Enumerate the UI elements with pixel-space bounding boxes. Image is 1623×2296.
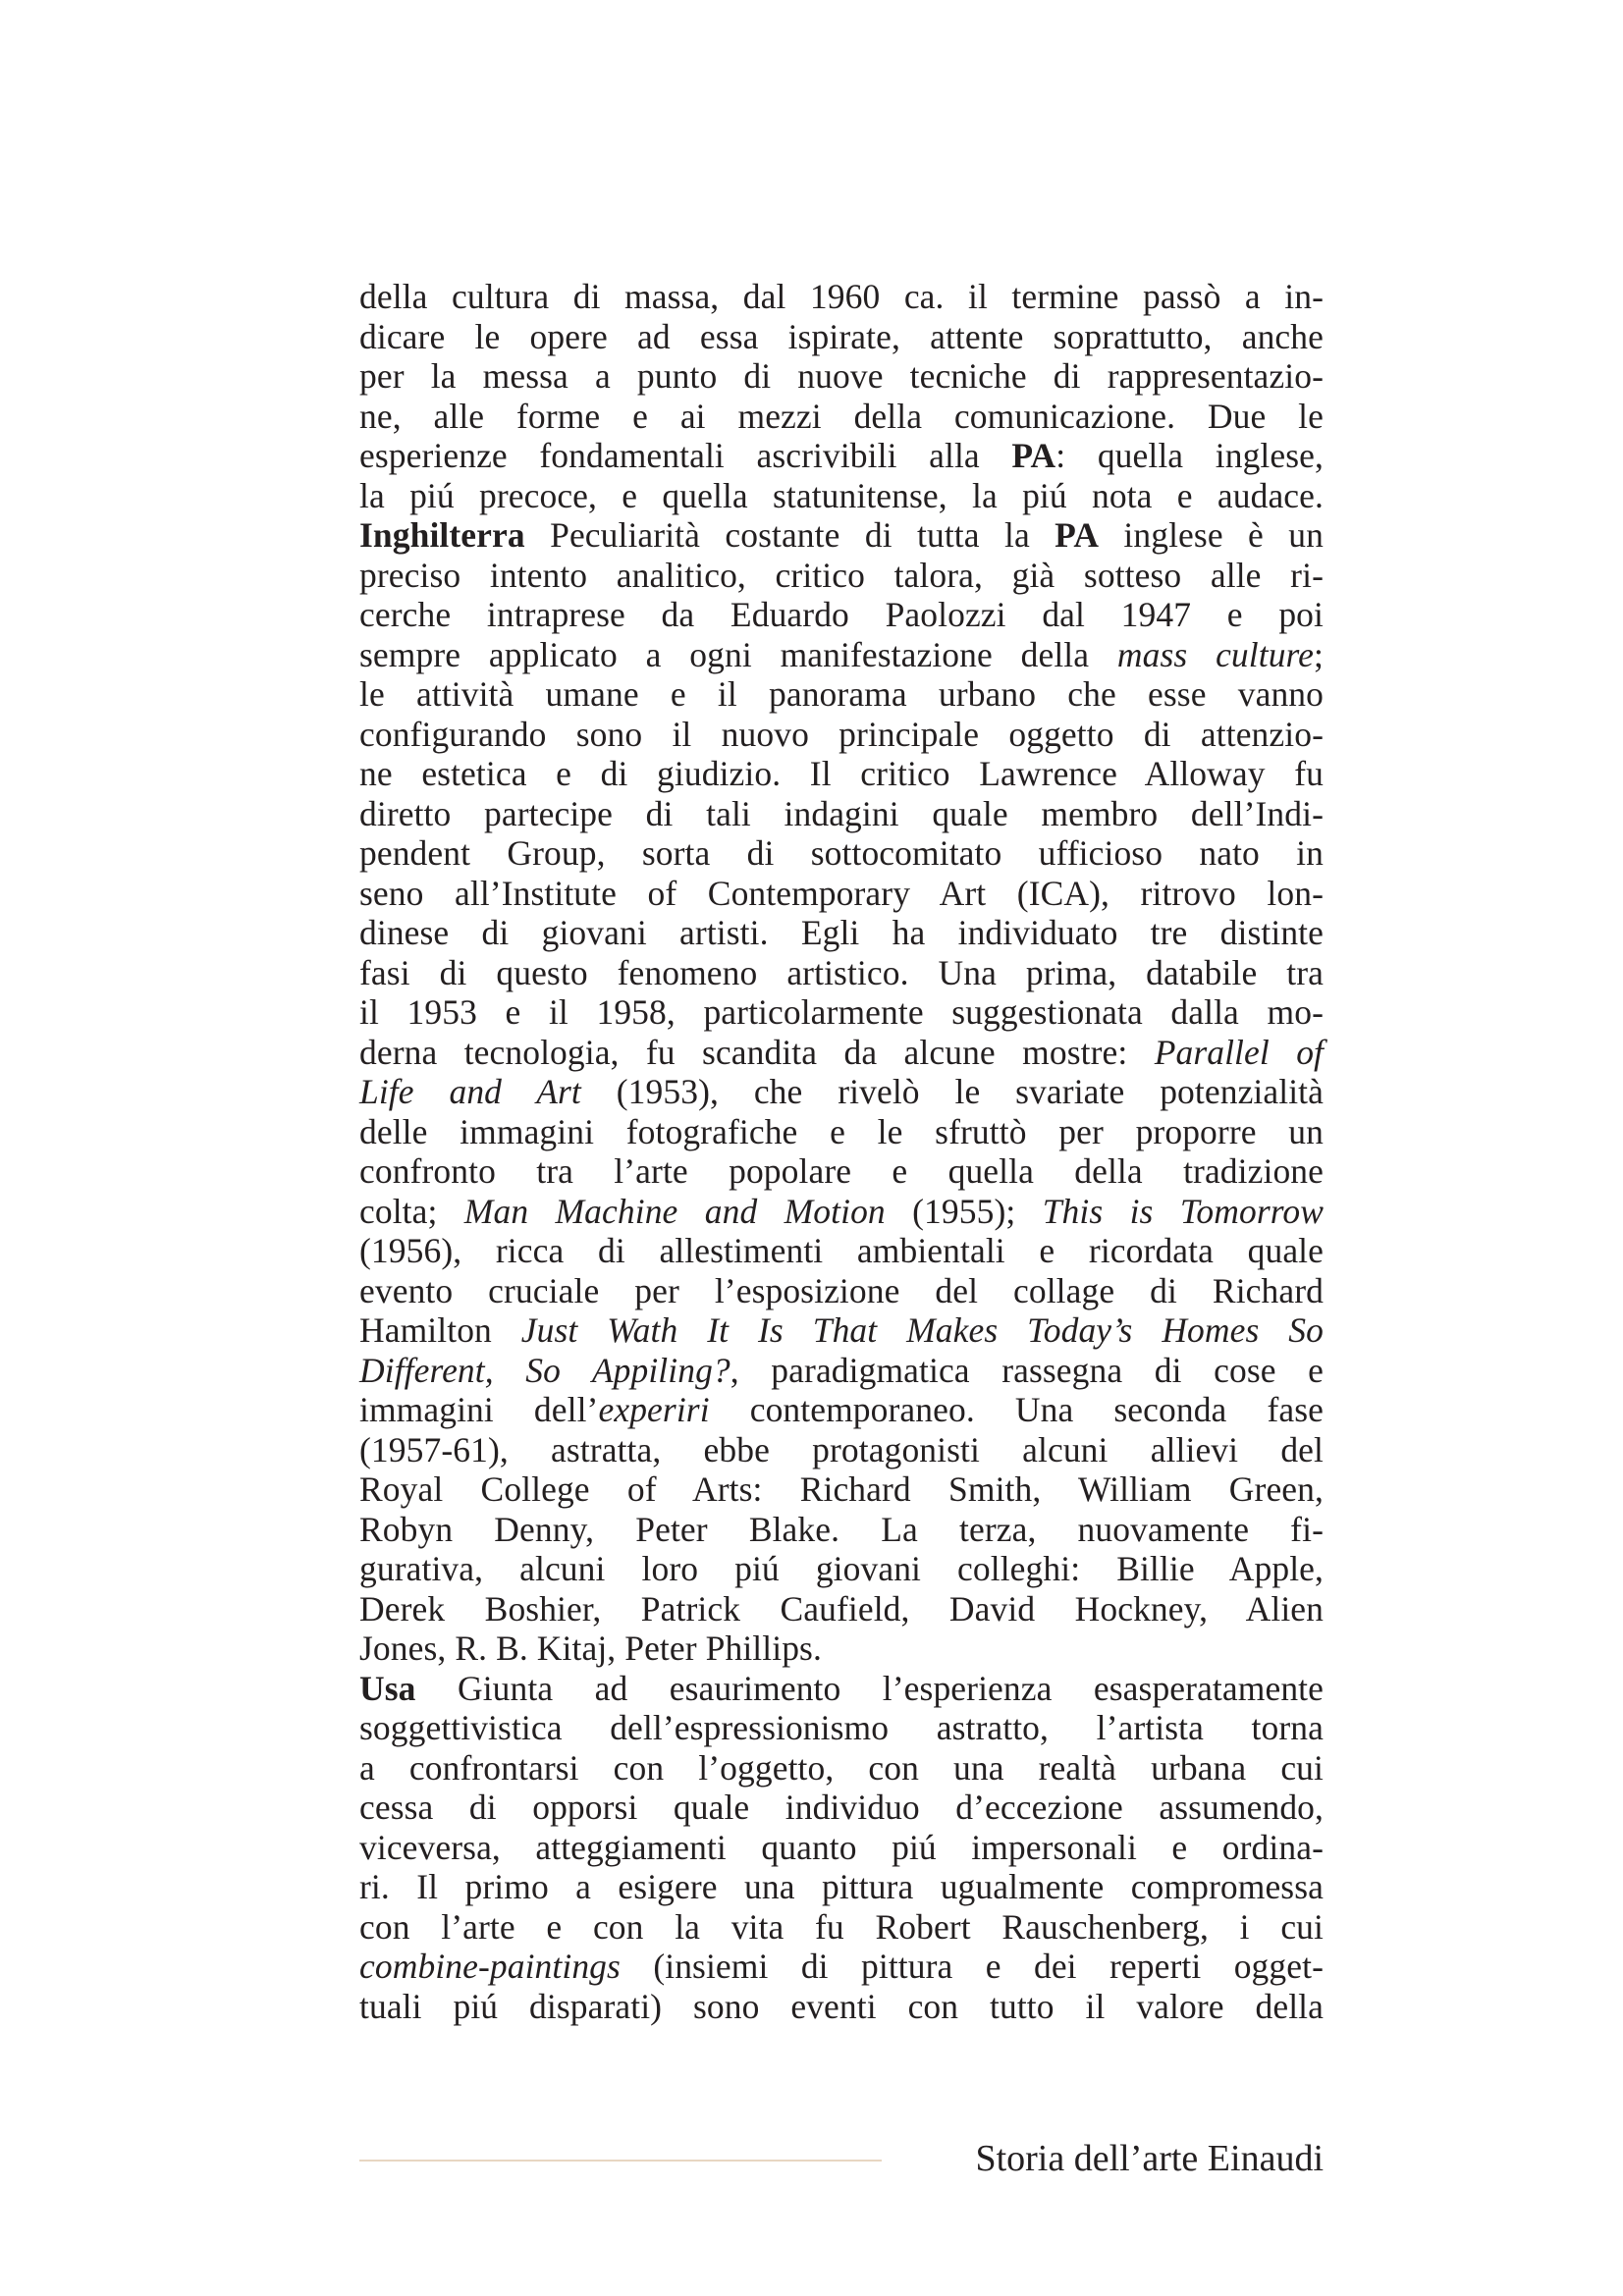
text-line xyxy=(359,992,1324,1033)
text-run: Derek Boshier, Patrick Caufield, David Hockney, Alien xyxy=(359,1588,1324,1629)
text-run: delle immagini fotografiche e le sfruttò per proporre un xyxy=(359,1111,1324,1151)
text-run: inglese è un xyxy=(1099,515,1324,555)
text-run: esperienze fondamentali ascrivibili alla xyxy=(359,436,1012,475)
text-line xyxy=(359,1351,1324,1391)
italic-title: Just Wath It Is That Makes Today’s Homes So xyxy=(520,1310,1325,1350)
text-line xyxy=(359,1192,1324,1232)
text-line xyxy=(359,1033,1324,1073)
italic-title: Different, So Appiling? xyxy=(359,1350,730,1390)
text-line xyxy=(359,1549,1324,1589)
text-line xyxy=(359,635,1324,675)
text-run: Robyn Denny, Peter Blake. La terza, nuovamente fi- xyxy=(359,1509,1324,1549)
text-run: con l’arte e con la vita fu Robert Rauschenberg, i cui xyxy=(359,1906,1324,1947)
text-run: pendent Group, sorta di sottocomitato ufficioso nato in xyxy=(359,833,1324,873)
text-line xyxy=(359,1112,1324,1152)
text-run: soggettivistica dell’espressionismo astratto, l’artista torna xyxy=(359,1708,1324,1747)
text-run: ; xyxy=(1314,634,1324,674)
text-line xyxy=(359,1231,1324,1271)
text-run: colta; xyxy=(359,1191,464,1231)
text-run: confronto tra l’arte popolare e quella della tradizione xyxy=(359,1151,1324,1191)
text-run: Peculiarità costante di tutta la xyxy=(524,515,1055,555)
text-run: derna tecnologia, fu scandita da alcune mostre: xyxy=(359,1032,1155,1072)
text-line xyxy=(359,1987,1324,2027)
text-line xyxy=(359,1589,1324,1629)
text-run: Giunta ad esaurimento l’esperienza esasperatamente xyxy=(415,1668,1324,1708)
text-line xyxy=(359,1828,1324,1868)
text-run: viceversa, atteggiamenti quanto piú impersonali e ordina- xyxy=(359,1827,1324,1867)
text-run: della cultura di massa, dal 1960 ca. il termine passò a in- xyxy=(359,277,1324,316)
text-run: (insiemi di pittura e dei reperti ogget- xyxy=(620,1947,1324,1986)
text-run: il 1953 e il 1958, particolarmente suggestionata dalla mo- xyxy=(359,992,1324,1032)
text-line xyxy=(359,1669,1324,1709)
text-line xyxy=(359,913,1324,953)
text-line xyxy=(359,556,1324,596)
text-run: cessa di opporsi quale individuo d’eccezione assumendo, xyxy=(359,1788,1324,1827)
text-line xyxy=(359,476,1324,516)
text-run: (1956), ricca di allestimenti ambientali e ricordata quale xyxy=(359,1231,1324,1270)
text-line xyxy=(359,874,1324,914)
text-line xyxy=(359,1390,1324,1430)
text-run: Jones, R. B. Kitaj, Peter Phillips. xyxy=(359,1629,822,1668)
body-text xyxy=(359,277,1324,2026)
text-line xyxy=(359,1629,1324,1669)
text-run: cerche intraprese da Eduardo Paolozzi dal 1947 e poi xyxy=(359,595,1324,634)
italic-title: experiri xyxy=(598,1390,710,1429)
italic-title: Life and Art xyxy=(359,1072,581,1111)
text-run: gurativa, alcuni loro piú giovani colleghi: Billie Apple, xyxy=(359,1549,1324,1588)
italic-title: This is Tomorrow xyxy=(1042,1191,1324,1231)
text-line xyxy=(359,1907,1324,1948)
text-run: (1953), che rivelò le svariate potenzialità xyxy=(580,1072,1324,1111)
italic-title: Man Machine and Motion xyxy=(463,1191,886,1231)
bold-term: PA xyxy=(1055,515,1100,555)
text-run: tuali piú disparati) sono eventi con tutto il valore della xyxy=(359,1986,1324,2026)
text-line xyxy=(359,674,1324,715)
footer-rule xyxy=(359,2160,882,2162)
text-run: per la messa a punto di nuove tecniche di rappresentazio- xyxy=(359,356,1324,396)
text-run: seno all’Institute of Contemporary Art (ICA), ritrovo lon- xyxy=(359,873,1324,913)
text-line xyxy=(359,1867,1324,1907)
text-line xyxy=(359,317,1324,357)
text-run: ne, alle forme e ai mezzi della comunicazione. Due le xyxy=(359,396,1324,436)
text-line xyxy=(359,1310,1324,1351)
text-line xyxy=(359,1947,1324,1987)
text-run: fasi di questo fenomeno artistico. Una prima, databile tra xyxy=(359,952,1324,992)
text-line xyxy=(359,397,1324,437)
italic-title: Parallel of xyxy=(1154,1032,1325,1072)
text-run: configurando sono il nuovo principale oggetto di attenzio- xyxy=(359,714,1324,754)
text-line xyxy=(359,715,1324,755)
text-run: Royal College of Arts: Richard Smith, William Green, xyxy=(359,1469,1324,1509)
text-run: (1955); xyxy=(885,1191,1043,1231)
text-line xyxy=(359,1510,1324,1550)
text-run: Hamilton xyxy=(359,1310,521,1350)
text-run: sempre applicato a ogni manifestazione della xyxy=(359,634,1117,674)
bold-term: Usa xyxy=(359,1668,416,1708)
bold-term: Inghilterra xyxy=(359,515,525,555)
text-run: ne estetica e di giudizio. Il critico Lawrence Alloway fu xyxy=(359,754,1324,793)
text-line xyxy=(359,1748,1324,1789)
text-line xyxy=(359,356,1324,397)
footer-title: Storia dell’arte Einaudi xyxy=(975,2138,1324,2179)
text-line xyxy=(359,953,1324,993)
text-line xyxy=(359,277,1324,317)
text-line xyxy=(359,1151,1324,1192)
text-line xyxy=(359,1271,1324,1311)
text-run: le attività umane e il panorama urbano che esse vanno xyxy=(359,674,1324,714)
text-run: , paradigmatica rassegna di cose e xyxy=(730,1350,1324,1390)
bold-term: PA xyxy=(1011,436,1056,475)
text-line xyxy=(359,436,1324,476)
text-run: preciso intento analitico, critico talora, già sotteso alle ri- xyxy=(359,555,1324,595)
text-line xyxy=(359,1788,1324,1828)
text-run: a confrontarsi con l’oggetto, con una realtà urbana cui xyxy=(359,1747,1324,1788)
text-line xyxy=(359,1072,1324,1112)
text-line xyxy=(359,1469,1324,1510)
text-run: ri. Il primo a esigere una pittura ugualmente compromessa xyxy=(359,1867,1324,1906)
text-run: (1957-61), astratta, ebbe protagonisti alcuni allievi del xyxy=(359,1429,1324,1469)
text-run: : quella inglese, xyxy=(1055,436,1324,475)
text-line xyxy=(359,794,1324,834)
italic-title: combine-paintings xyxy=(359,1947,621,1986)
text-line xyxy=(359,833,1324,874)
text-run: evento cruciale per l’esposizione del collage di Richard xyxy=(359,1270,1324,1310)
text-line xyxy=(359,1708,1324,1748)
text-run: immagini dell’ xyxy=(359,1390,599,1429)
text-line xyxy=(359,1430,1324,1470)
text-line xyxy=(359,595,1324,635)
italic-title: mass culture xyxy=(1116,634,1315,674)
text-run: dicare le opere ad essa ispirate, attente soprattutto, anche xyxy=(359,316,1324,356)
text-line xyxy=(359,515,1324,556)
text-run: contemporaneo. Una seconda fase xyxy=(709,1390,1324,1429)
text-run: diretto partecipe di tali indagini quale membro dell’Indi- xyxy=(359,793,1324,833)
text-run: dinese di giovani artisti. Egli ha individuato tre distinte xyxy=(359,913,1324,952)
text-line xyxy=(359,754,1324,794)
text-run: la piú precoce, e quella statunitense, la piú nota e audace. xyxy=(359,475,1324,515)
